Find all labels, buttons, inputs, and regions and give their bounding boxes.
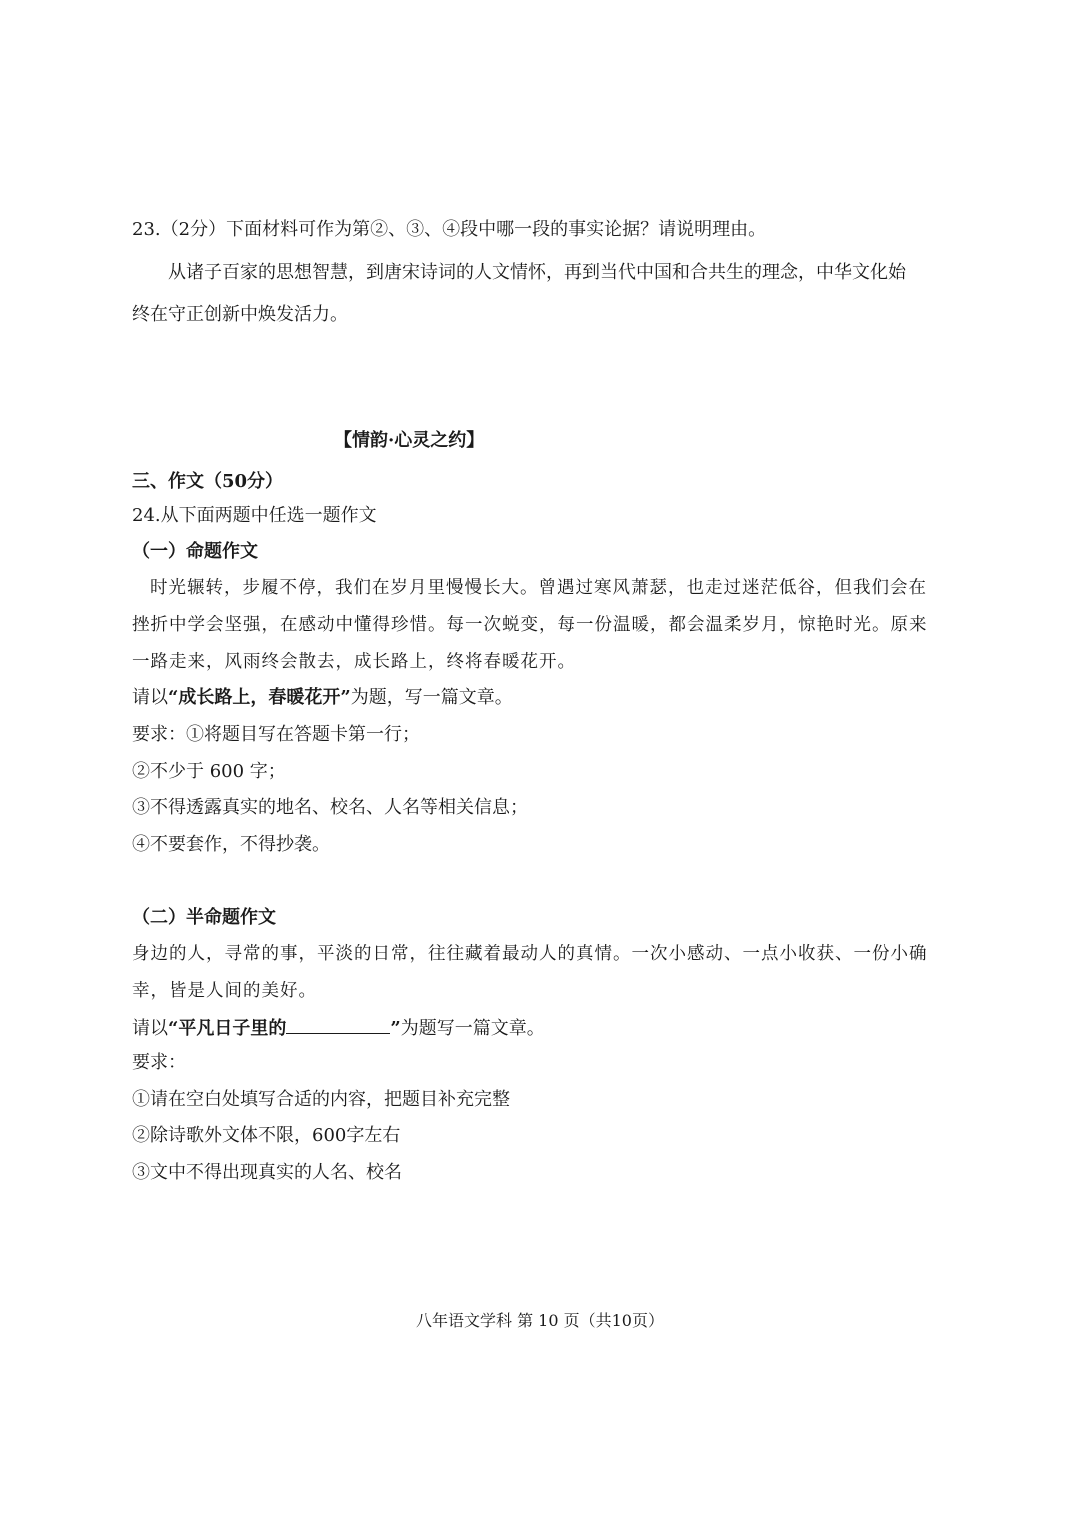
topic-2-requirement-1: ①请在空白处填写合适的内容，把题目补充完整 — [132, 1089, 510, 1110]
topic-2-heading: （二）半命题作文 — [132, 907, 276, 928]
topic-2-prompt-line-2: 幸，皆是人间的美好。 — [132, 981, 317, 1001]
question-24: 24.从下面两题中任选一题作文 — [132, 505, 377, 526]
topic-1-prompt-line-3: 一路走来，风雨终会散去，成长路上，终将春暖花开。 — [132, 652, 576, 672]
title-blank — [286, 1015, 390, 1034]
topic-2-prompt-line-1: 身边的人，寻常的事，平淡的日常，往往藏着最动人的真情。一次小感动、一点小收获、一份小确 — [132, 944, 928, 964]
topic-2-title-start: “平凡日子里的 — [168, 1018, 287, 1039]
instruction-prefix: 请以 — [132, 1018, 168, 1039]
topic-2-requirement-label: 要求： — [132, 1052, 186, 1073]
question-23: 23.（2分）下面材料可作为第②、③、④段中哪一段的事实论据？请说明理由。 — [132, 219, 767, 240]
topic-1-requirement-1: 要求：①将题目写在答题卡第一行； — [132, 724, 420, 745]
q23-material-line-2: 终在守正创新中焕发活力。 — [132, 304, 348, 325]
topic-1-prompt-line-2: 挫折中学会坚强，在感动中懂得珍惜。每一次蜕变，每一份温暖，都会温柔岁月，惊艳时光。原来 — [132, 615, 928, 635]
page-footer: 八年语文学科 第 10 页（共10页） — [416, 1311, 664, 1330]
instruction-prefix: 请以 — [132, 687, 168, 708]
topic-2-requirement-2: ②除诗歌外文体不限，600字左右 — [132, 1125, 401, 1146]
part-3-heading: 三、作文（50分） — [132, 471, 284, 492]
topic-2-title-end: ” — [390, 1018, 401, 1039]
topic-2-instruction — [132, 1015, 545, 1041]
topic-1-heading: （一）命题作文 — [132, 541, 258, 562]
topic-2-requirement-3: ③文中不得出现真实的人名、校名 — [132, 1162, 402, 1183]
instruction-suffix: 为题，写一篇文章。 — [350, 687, 513, 708]
topic-1-requirement-4: ④不要套作，不得抄袭。 — [132, 834, 330, 855]
topic-1-instruction — [132, 686, 513, 710]
topic-1-requirement-2: ②不少于 600 字； — [132, 761, 286, 782]
section-title: 【情韵·心灵之约】 — [334, 430, 485, 451]
q23-material-line-1: 从诸子百家的思想智慧，到唐宋诗词的人文情怀，再到当代中国和合共生的理念，中华文化始 — [168, 262, 906, 283]
instruction-suffix: 为题写一篇文章。 — [400, 1018, 545, 1039]
topic-1-requirement-3: ③不得透露真实的地名、校名、人名等相关信息； — [132, 797, 528, 818]
topic-1-prompt-line-1: 时光辗转，步履不停，我们在岁月里慢慢长大。曾遇过寒风萧瑟，也走过迷茫低谷，但我们会在 — [150, 578, 927, 598]
topic-1-title: “成长路上，春暖花开” — [168, 687, 351, 708]
